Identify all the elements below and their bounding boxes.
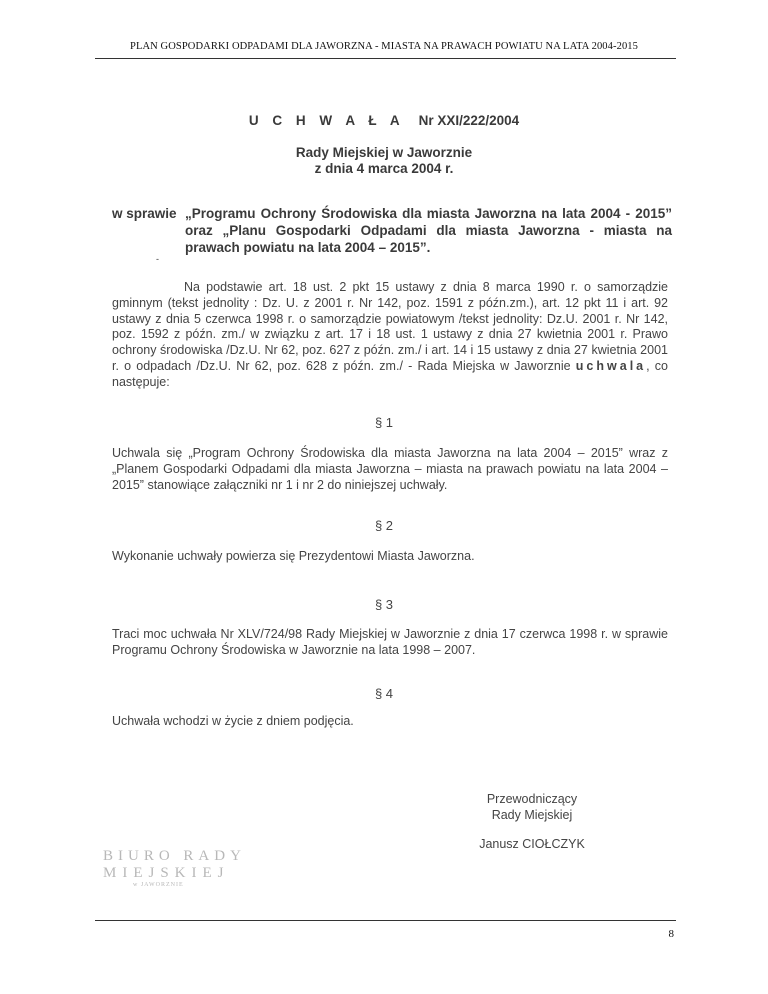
section-4-text: Uchwała wchodzi w życie z dniem podjęcia. <box>112 714 354 728</box>
decides-word: uchwala <box>575 358 647 373</box>
signature-name: Janusz CIOŁCZYK <box>479 837 585 851</box>
signature-role-2: Rady Miejskiej <box>491 808 573 822</box>
section-1-text: Uchwala się „Program Ochrony Środowiska dla miasta Jaworzna na lata 2004 – 2015” wraz z „Planem Gospodarki Odpadami dla miasta Jaworzna – miasta na prawach powiatu na lata 2004 – 2015” stanowiące załączniki nr 1 i nr 2 do niniejszej uchwały. <box>112 446 668 492</box>
section-3-text: Traci moc uchwała Nr XLV/724/98 Rady Miejskiej w Jaworznie z dnia 17 czerwca 1998 r. w sprawie Programu Ochrony Środowiska w Jaworznie na lata 1998 – 2007. <box>112 627 668 657</box>
resolution-number: Nr XXI/222/2004 <box>418 113 520 128</box>
office-stamp <box>103 848 246 888</box>
stamp-line-2: MIEJSKIEJ <box>103 865 230 881</box>
section-1-sign: § 1 <box>374 415 394 430</box>
legal-basis-tail: , co następuje: <box>112 358 668 389</box>
resolution-title <box>0 113 768 128</box>
section-2-sign: § 2 <box>374 518 394 533</box>
section-2-text: Wykonanie uchwały powierza się Prezydentowi Miasta Jaworzna. <box>112 549 475 563</box>
subject-dash: - <box>156 254 159 264</box>
running-header: PLAN GOSPODARKI ODPADAMI DLA JAWORZNA - MIASTA NA PRAWACH POWIATU NA LATA 2004-2015 <box>130 41 638 52</box>
section-4-sign: § 4 <box>374 686 394 701</box>
resolution-date: z dnia 4 marca 2004 r. <box>314 161 454 176</box>
header-rule <box>95 58 676 59</box>
section-3-sign: § 3 <box>374 597 394 612</box>
council-name: Rady Miejskiej w Jaworznie <box>295 145 473 160</box>
stamp-line-1: BIURO RADY <box>103 848 246 864</box>
legal-basis-text: Na podstawie art. 18 ust. 2 pkt 15 ustawy z dnia 8 marca 1990 r. o samorządzie gminnym (tekst jednolity : Dz. U. z 2001 r. Nr 142, poz. 1591 z późn.zm.), art. 12 pkt 11 i art. 92 ustawy z dnia 5 czerwca 1998 r. o samorządzie powiatowym /tekst jednolity: Dz.U. 2001 r. Nr 142, poz. 1592 z późn. zm./ w związku z art. 17 i 18 ust. 1 ustawy z dnia 27 kwietnia 2001 r. Prawo ochrony środowiska /Dz.U. Nr 62, poz. 627 z późn. zm./ i art. 14 i 15 ustawy z dnia 27 kwietnia 2001 r. o odpadach /Dz.U. Nr 62, poz. 628 z późn. zm./ - Rada Miejska w Jaworznie <box>112 280 668 373</box>
subject-text: „Programu Ochrony Środowiska dla miasta Jaworzna na lata 2004 - 2015” oraz „Planu Gospodarki Odpadami dla miasta Jaworzna - miasta na prawach powiatu na lata 2004 – 2015”. <box>185 206 672 255</box>
footer-rule <box>95 920 676 921</box>
legal-basis <box>112 280 668 391</box>
stamp-line-3: w JAWORZNIE <box>133 882 184 888</box>
page-number: 8 <box>668 928 674 940</box>
subject-lead: w sprawie <box>112 206 177 221</box>
resolution-title-word: U C H W A Ł A <box>248 113 405 128</box>
signature-role-1: Przewodniczący <box>486 792 578 806</box>
